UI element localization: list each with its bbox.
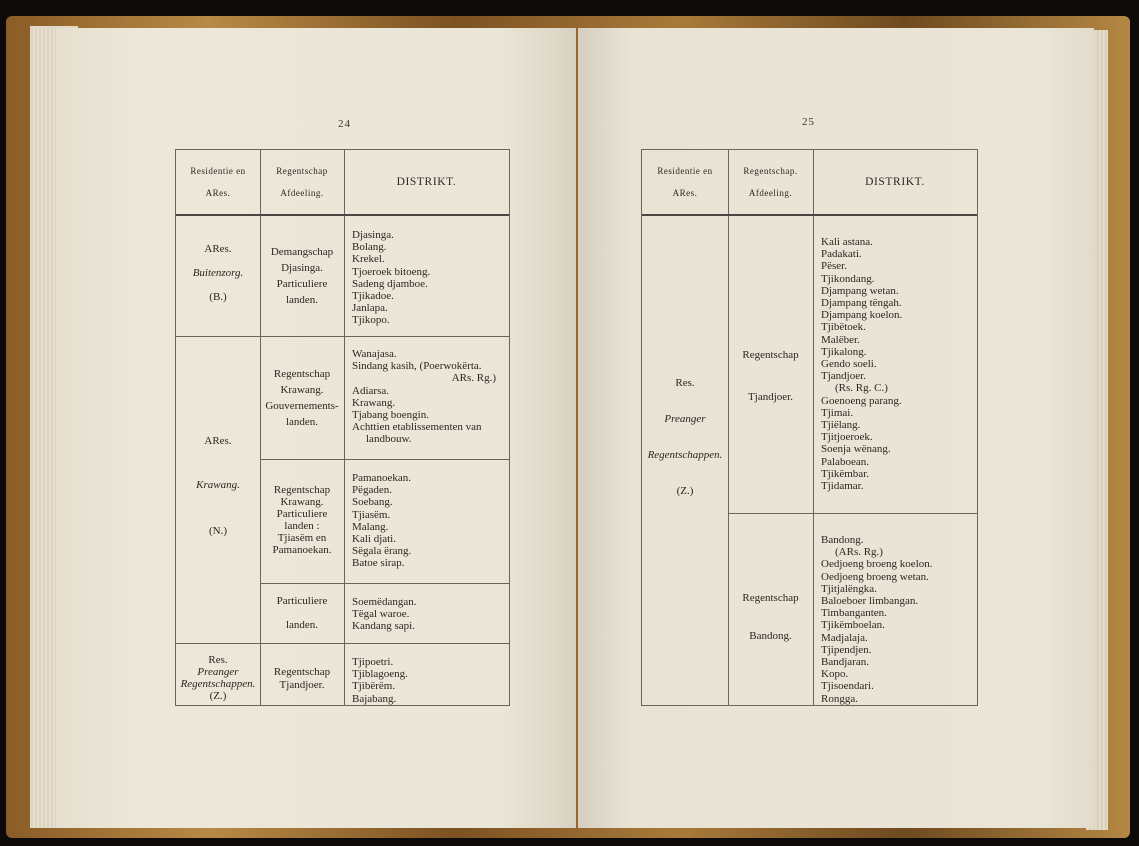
left-page (56, 28, 576, 828)
left-table (175, 149, 510, 706)
district: Djampang koelon. (821, 309, 903, 322)
district: Pamanoekan. (352, 472, 411, 484)
residentie-buitenzorg (176, 242, 260, 304)
right-table-header (642, 150, 977, 216)
district: Tjidamar. (821, 480, 864, 493)
districts-tjandjoer-right (821, 236, 902, 492)
districts-bandong (821, 534, 933, 705)
regentschap-text: Regentschap (273, 666, 331, 678)
page-number-right: 25 (802, 116, 815, 128)
district: Tjikalong. (821, 345, 867, 358)
district: Tëgal waroe. (352, 608, 410, 621)
district: Tjisoendari. (821, 680, 874, 693)
district: Krawang. (352, 396, 396, 409)
district: Achttien etablissementen van (352, 421, 482, 434)
regentschap-text: landen. (285, 294, 319, 306)
district: (Rs. Rg. C.) (835, 382, 888, 395)
districts-tjandjoer-left (352, 656, 408, 705)
header-distrikt: DISTRIKT. (396, 176, 457, 188)
residentie-text: Preanger (664, 413, 706, 425)
district: Tjikadoe. (352, 290, 394, 303)
district: Tjikopo. (352, 314, 390, 327)
regentschap-text: Particuliere (276, 595, 328, 607)
district: Sëgala ërang. (352, 545, 412, 558)
district: Gendo soeli. (821, 358, 877, 371)
district: Tjandjoer. (821, 370, 866, 383)
district: Krekel. (352, 253, 385, 266)
district: Tjiëlang. (821, 419, 861, 432)
regentschap-bandong (728, 588, 813, 646)
district: Tjibërëm. (352, 680, 396, 693)
district: Oedjoeng broeng wetan. (821, 570, 929, 583)
district: ARs. Rg.) (451, 372, 496, 385)
district: Sindang kasih, (Poerwokërta. (352, 360, 482, 373)
district: Tjitjoeroek. (821, 431, 873, 444)
regentschap-text: Particuliere (276, 508, 328, 520)
district: Djampang tëngah. (821, 297, 902, 310)
districts-krawang-part (352, 472, 411, 570)
district: Djasinga. (352, 229, 394, 241)
residentie-text: (Z.) (676, 485, 694, 497)
regentschap-text: landen : (284, 520, 320, 532)
regentschap-text: Regentschap (273, 484, 331, 496)
regentschap-text: Regentschap (742, 349, 799, 361)
district: Tjoeroek bitoeng. (352, 265, 431, 278)
regentschap-text: Regentschap (742, 592, 799, 604)
residentie-text: Krawang. (196, 479, 240, 491)
district: Goenoeng parang. (821, 394, 902, 407)
regentschap-text: Particuliere (276, 278, 328, 290)
header-ares: ARes. (205, 188, 231, 198)
residentie-text: ARes. (204, 435, 232, 447)
header-residentie: Residentie en (657, 166, 713, 176)
regentschap-text: Tjandjoer. (279, 679, 325, 691)
district: Tjipoetri. (352, 656, 394, 668)
regentschap-text: landen. (285, 416, 319, 428)
district: Wanajasa. (352, 348, 397, 360)
district: Bandjaran. (821, 656, 869, 669)
residentie-text: Regentschappen. (180, 678, 256, 690)
regentschap-text: landen. (285, 619, 319, 631)
district: Adiarsa. (352, 384, 389, 397)
regentschap-tjandjoer (260, 666, 344, 692)
districts-particuliere (352, 596, 416, 633)
district: Tjabang boengin. (352, 409, 429, 422)
district: Tjikëmboelan. (821, 619, 885, 632)
residentie-preanger-right (642, 376, 728, 498)
district: Batoe sirap. (352, 557, 405, 570)
regentschap-text: Pamanoekan. (272, 544, 332, 556)
residentie-preanger (176, 654, 260, 702)
district: Bolang. (352, 241, 387, 254)
residentie-text: ARes. (204, 243, 232, 255)
district: Tjiblagoeng. (352, 668, 408, 681)
header-ares: ARes. (672, 188, 698, 198)
district: Pëser. (821, 260, 847, 273)
residentie-text: Regentschappen. (647, 449, 723, 461)
regentschap-tjandjoer-right (728, 334, 813, 418)
residentie-text: Buitenzorg. (192, 267, 244, 279)
districts-krawang-gouv (352, 348, 496, 446)
district: Palaboean. (821, 455, 869, 468)
district: Madjalaja. (821, 631, 868, 644)
district: Kali djati. (352, 533, 396, 546)
residentie-text: Res. (675, 377, 695, 389)
district: Sadeng djamboe. (352, 277, 428, 290)
regentschap-text: Krawang. (280, 496, 324, 508)
right-page (578, 28, 1094, 828)
regentschap-text: Gouvernements- (265, 400, 339, 412)
residentie-text: Res. (208, 654, 228, 666)
header-distrikt: DISTRIKT. (865, 176, 925, 188)
districts-djasinga (352, 229, 430, 327)
regentschap-djasinga (260, 244, 344, 308)
district: Oedjoeng broeng koelon. (821, 558, 933, 571)
regentschap-krawang-gouv (260, 366, 344, 430)
regentschap-text: Krawang. (280, 384, 324, 396)
regentschap-text: Tjandjoer. (748, 391, 793, 403)
residentie-text: (B.) (209, 291, 227, 303)
regentschap-text: Djasinga. (281, 262, 323, 274)
district: Malëber. (821, 333, 860, 346)
district: Kopo. (821, 668, 849, 681)
district: Kandang sapi. (352, 620, 415, 633)
district: Tjimai. (821, 406, 854, 419)
district: Pëgaden. (352, 484, 393, 497)
header-regentschap: Regentschap (276, 166, 328, 176)
district: landbouw. (366, 433, 412, 446)
left-table-header (176, 150, 509, 216)
regentschap-krawang-part (260, 484, 344, 556)
district: Tjiasëm. (352, 508, 391, 521)
residentie-text: Preanger (197, 666, 239, 678)
district: Malang. (352, 520, 389, 533)
header-residentie: Residentie en (190, 166, 246, 176)
header-afdeeling: Afdeeling. (280, 188, 324, 198)
regentschap-text: Bandong. (749, 630, 792, 642)
district: Tjibëtoek. (821, 321, 866, 334)
district: Bajabang. (352, 692, 397, 705)
regentschap-text: Tjiasëm en (277, 532, 327, 544)
header-afdeeling: Afdeeling. (748, 188, 793, 198)
district: Tjikëmbar. (821, 467, 869, 480)
district: Baloeboer limbangan. (821, 595, 919, 608)
regentschap-text: Regentschap (273, 368, 331, 380)
district: Soenja wënang. (821, 443, 891, 456)
district: Soemëdangan. (352, 596, 417, 608)
district: Kali astana. (821, 236, 873, 248)
district: Tjikondang. (821, 272, 875, 285)
regentschap-text: Demangschap (270, 246, 334, 258)
header-regentschap: Regentschap. (743, 166, 798, 176)
district: (ARs. Rg.) (835, 546, 883, 559)
residentie-krawang (176, 434, 260, 538)
district: Soebang. (352, 496, 393, 509)
district: Timbanganten. (821, 607, 887, 620)
right-table (641, 149, 978, 706)
district: Djampang wetan. (821, 284, 899, 297)
district: Rongga. (821, 692, 858, 705)
district: Padakati. (821, 248, 862, 261)
district: Janlapa. (352, 302, 388, 315)
regentschap-particuliere (260, 594, 344, 632)
district: Tjitjalëngka. (821, 582, 877, 595)
residentie-text: (Z.) (209, 690, 227, 702)
residentie-text: (N.) (208, 525, 228, 537)
page-number-left: 24 (338, 118, 351, 130)
district: Bandong. (821, 534, 864, 546)
district: Tjipendjen. (821, 643, 872, 656)
